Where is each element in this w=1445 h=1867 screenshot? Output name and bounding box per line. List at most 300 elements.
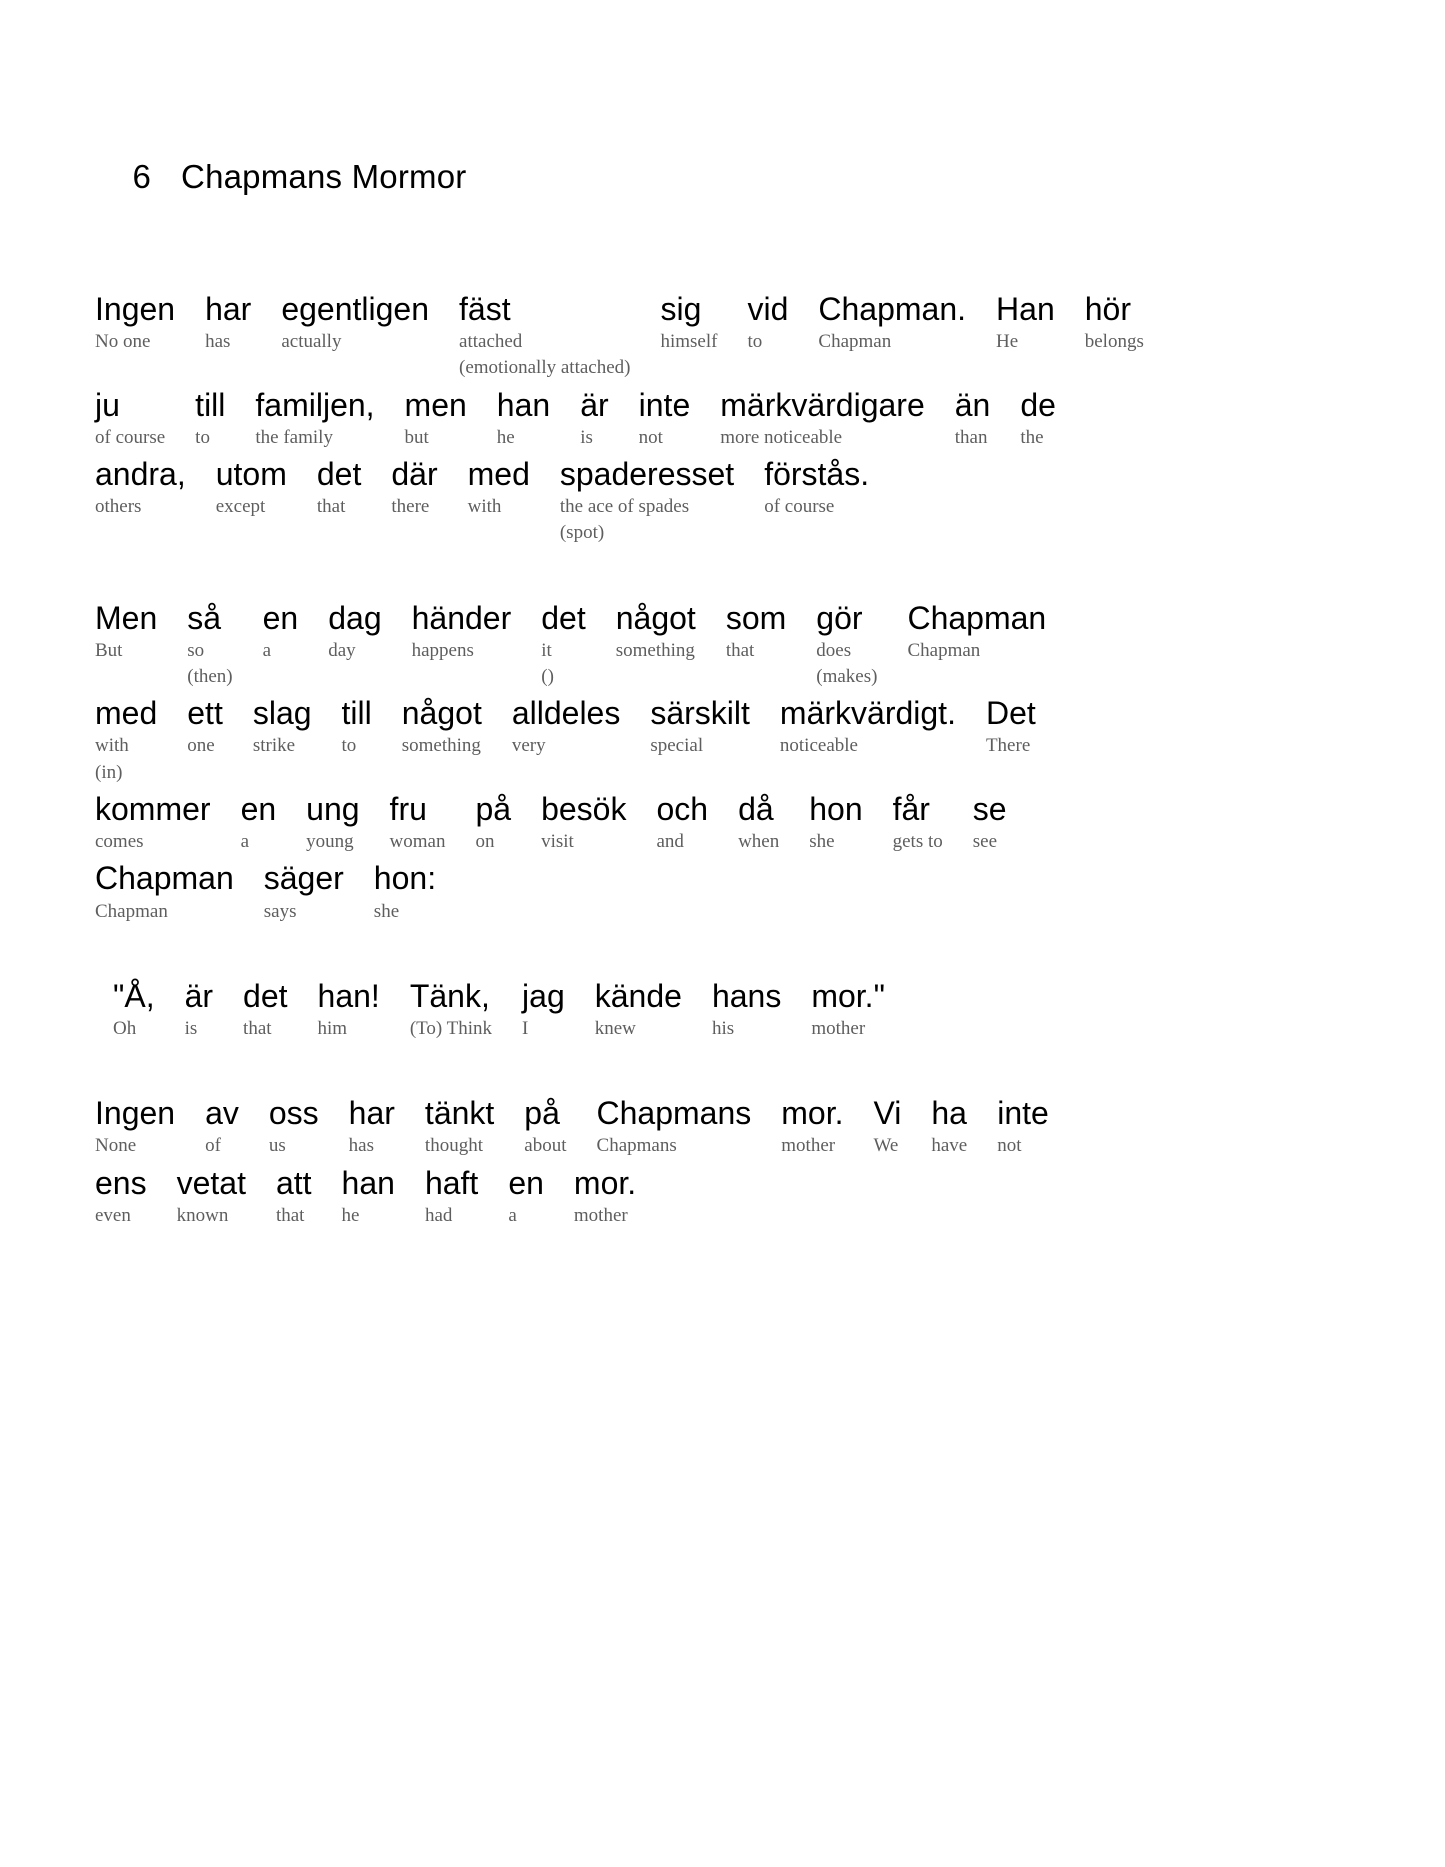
word-block — [241, 792, 277, 855]
gloss-text: Chapman — [95, 900, 168, 922]
source-word: särskilt — [650, 695, 750, 732]
gloss-group — [522, 1016, 528, 1042]
gloss-group — [317, 494, 346, 520]
gloss-group — [508, 1203, 516, 1229]
gloss-group — [816, 638, 877, 690]
gloss-text: it — [541, 639, 552, 661]
gloss-text: known — [176, 1204, 229, 1226]
source-word: ju — [95, 386, 120, 423]
gloss-group — [425, 1133, 483, 1159]
gloss-group — [574, 1203, 628, 1229]
source-word: han! — [317, 977, 380, 1014]
gloss-text: she — [373, 900, 400, 922]
word-block — [95, 792, 211, 855]
gloss-text: attached — [459, 331, 523, 353]
gloss-text: us — [268, 1135, 286, 1157]
gloss-group — [425, 1203, 452, 1229]
gloss-text: is — [184, 1017, 198, 1039]
gloss-group — [893, 829, 943, 855]
gloss-group — [328, 638, 355, 664]
gloss-text: that — [275, 1204, 305, 1226]
source-word: en — [508, 1164, 544, 1201]
word-block — [390, 792, 446, 855]
word-block — [809, 792, 862, 855]
source-word: med — [467, 456, 530, 493]
gloss-text: had — [424, 1204, 453, 1226]
word-block — [973, 792, 1007, 855]
gloss-group — [95, 1203, 131, 1229]
word-block — [468, 457, 530, 520]
source-word: hon — [809, 790, 863, 827]
gloss-group — [412, 638, 474, 664]
gloss-group — [342, 1203, 360, 1229]
word-block — [412, 601, 512, 664]
word-block — [391, 457, 437, 520]
gloss-group — [955, 425, 988, 451]
gloss-text: of course — [95, 426, 166, 448]
source-word: Han — [996, 291, 1055, 327]
source-word: mor. — [573, 1164, 637, 1201]
gloss-group — [187, 733, 214, 759]
gloss-group — [541, 829, 574, 855]
word-block — [95, 696, 157, 786]
source-word: andra, — [95, 456, 186, 493]
gloss-text: None — [95, 1135, 137, 1157]
gloss-text: the family — [255, 426, 333, 448]
gloss-group — [205, 329, 230, 355]
word-block — [95, 457, 186, 520]
gloss-group — [95, 733, 129, 785]
gloss-group — [580, 425, 593, 451]
gloss-group — [195, 425, 210, 451]
word-block — [317, 457, 361, 520]
source-word: haft — [424, 1164, 479, 1201]
gloss-text: the — [1020, 426, 1044, 448]
word-block — [95, 601, 157, 664]
gloss-group — [177, 1203, 229, 1229]
word-block — [738, 792, 779, 855]
source-word: sig — [660, 291, 702, 327]
gloss-text: that — [725, 639, 755, 661]
gloss-text: on — [475, 831, 495, 853]
source-word: mor." — [811, 977, 885, 1014]
gloss-note: (then) — [187, 666, 233, 688]
gloss-group — [874, 1133, 899, 1159]
source-word: Chapman. — [818, 291, 967, 327]
source-word: Chapman — [907, 599, 1047, 636]
gloss-text: day — [328, 639, 356, 661]
source-word: Men — [95, 599, 158, 636]
gloss-text: have — [931, 1135, 968, 1157]
word-block — [425, 1166, 478, 1229]
gloss-line — [95, 388, 1350, 451]
word-block — [595, 979, 682, 1042]
source-word: det — [541, 599, 586, 636]
word-block — [95, 861, 234, 924]
gloss-text: knew — [594, 1017, 636, 1039]
source-word: förstås. — [764, 456, 870, 493]
word-block — [459, 292, 630, 382]
word-block — [907, 601, 1046, 664]
source-word: till — [341, 695, 372, 732]
gloss-group — [95, 638, 122, 664]
source-word: att — [275, 1164, 312, 1201]
source-word: jag — [522, 977, 565, 1014]
gloss-text: not — [997, 1135, 1022, 1157]
word-block — [195, 388, 225, 451]
gloss-text: belongs — [1084, 331, 1144, 353]
gloss-group — [764, 494, 834, 520]
source-word: besök — [541, 790, 627, 827]
gloss-text: but — [404, 426, 429, 448]
word-block — [811, 979, 885, 1042]
word-block — [580, 388, 608, 451]
gloss-text: even — [95, 1204, 131, 1226]
gloss-group — [726, 638, 755, 664]
gloss-group — [639, 425, 663, 451]
word-block — [374, 861, 436, 924]
source-word: gör — [816, 599, 863, 636]
gloss-group — [263, 638, 271, 664]
gloss-text: gets to — [892, 831, 943, 853]
source-word: något — [615, 599, 696, 636]
source-word: fru — [389, 790, 427, 827]
word-block — [597, 1096, 752, 1159]
gloss-group — [660, 329, 717, 355]
word-block — [522, 979, 565, 1042]
source-word: är — [580, 386, 609, 423]
source-word: mor. — [781, 1095, 844, 1132]
source-word: det — [316, 456, 362, 493]
source-word: ung — [306, 790, 360, 827]
gloss-line — [95, 1096, 1350, 1159]
gloss-text: his — [711, 1017, 735, 1039]
gloss-note: (spot) — [559, 522, 605, 544]
source-word: då — [738, 790, 774, 827]
gloss-text: that — [316, 496, 346, 518]
source-word: på — [524, 1095, 560, 1132]
gloss-line — [95, 1166, 1350, 1229]
word-block — [205, 292, 251, 355]
word-block — [349, 1096, 395, 1159]
source-word: ha — [931, 1095, 967, 1132]
word-block — [95, 1096, 175, 1159]
source-word: har — [348, 1095, 395, 1132]
source-word: Ingen — [95, 1095, 176, 1132]
word-block — [216, 457, 287, 520]
source-word: tänkt — [424, 1095, 495, 1132]
word-block — [95, 388, 165, 451]
word-block — [187, 696, 223, 759]
source-word: hör — [1084, 291, 1131, 327]
gloss-line — [95, 792, 1350, 855]
gloss-text: one — [187, 735, 215, 757]
gloss-group — [811, 1016, 865, 1042]
source-word: än — [954, 386, 991, 423]
word-block — [342, 696, 372, 759]
gloss-text: she — [809, 831, 835, 853]
word-block — [263, 601, 299, 664]
word-block — [185, 979, 213, 1042]
word-block — [95, 292, 175, 355]
gloss-group — [391, 494, 429, 520]
source-word: som — [725, 599, 787, 636]
gloss-text: except — [215, 496, 266, 518]
gloss-text: We — [873, 1135, 899, 1157]
gloss-group — [997, 1133, 1021, 1159]
word-block — [276, 1166, 312, 1229]
gloss-group — [95, 829, 144, 855]
word-block — [720, 388, 925, 451]
gloss-text: strike — [252, 735, 296, 757]
source-word: med — [95, 695, 158, 732]
gloss-text: of — [205, 1135, 221, 1157]
source-word: men — [404, 386, 467, 423]
gloss-note: () — [541, 666, 554, 688]
word-block — [781, 1096, 843, 1159]
gloss-text: has — [205, 331, 231, 353]
gloss-text: (To) Think — [409, 1017, 493, 1039]
gloss-text: a — [240, 831, 249, 853]
word-block — [893, 792, 943, 855]
source-word: märkvärdigt. — [779, 695, 956, 732]
gloss-group — [281, 329, 341, 355]
gloss-text: him — [317, 1017, 348, 1039]
gloss-group — [650, 733, 703, 759]
source-word: en — [240, 790, 277, 827]
gloss-text: when — [738, 831, 780, 853]
source-word: Chapmans — [596, 1095, 752, 1132]
word-block — [660, 292, 717, 355]
word-block — [402, 696, 482, 759]
word-block — [95, 1166, 147, 1229]
word-block — [342, 1166, 395, 1229]
gloss-text: comes — [95, 831, 144, 853]
source-word: märkvärdigare — [720, 386, 925, 423]
gloss-text: so — [187, 639, 205, 661]
source-word: de — [1020, 386, 1056, 423]
gloss-group — [402, 733, 481, 759]
word-block — [306, 792, 359, 855]
source-word: "Å, — [113, 977, 155, 1014]
word-block — [780, 696, 956, 759]
source-word: Det — [985, 695, 1036, 732]
gloss-text: to — [341, 735, 357, 757]
gloss-group — [818, 329, 891, 355]
word-block — [818, 292, 966, 355]
gloss-group — [712, 1016, 734, 1042]
gloss-text: about — [524, 1135, 567, 1157]
source-word: vetat — [176, 1164, 246, 1201]
source-word: familjen, — [255, 386, 375, 423]
word-block — [243, 979, 287, 1042]
word-block — [955, 388, 991, 451]
gloss-group — [95, 425, 165, 451]
gloss-group — [459, 329, 630, 381]
word-block — [1085, 292, 1144, 355]
gloss-text: actually — [281, 331, 342, 353]
word-block — [508, 1166, 544, 1229]
word-block — [113, 979, 155, 1042]
gloss-text: the ace of spades — [559, 496, 690, 518]
gloss-text: But — [95, 639, 123, 661]
gloss-text: that — [243, 1017, 272, 1039]
gloss-group — [113, 1016, 136, 1042]
source-word: dag — [328, 599, 382, 636]
gloss-group — [541, 638, 554, 690]
gloss-text: not — [638, 426, 663, 448]
word-block — [764, 457, 869, 520]
paragraph-3 — [95, 979, 1350, 1042]
word-block — [996, 292, 1055, 355]
gloss-text: mother — [781, 1135, 836, 1157]
gloss-text: Chapman — [818, 331, 892, 353]
gloss-text: special — [650, 735, 704, 757]
source-word: där — [391, 456, 438, 493]
source-word: har — [205, 291, 252, 327]
gloss-group — [95, 329, 150, 355]
gloss-line — [95, 457, 1350, 547]
gloss-text: and — [656, 831, 684, 853]
gloss-text: more noticeable — [720, 426, 843, 448]
gloss-text: he — [496, 426, 515, 448]
gloss-text: with — [95, 735, 129, 757]
chapter-title: Chapmans Mormor — [181, 158, 467, 195]
gloss-group — [986, 733, 1030, 759]
gloss-line — [95, 979, 1350, 1042]
source-word: oss — [268, 1095, 319, 1132]
source-word: till — [195, 386, 226, 423]
gloss-group — [374, 899, 399, 925]
source-word: kommer — [95, 790, 211, 827]
source-word: egentligen — [281, 291, 430, 327]
source-word: är — [184, 977, 214, 1014]
page-title — [95, 120, 1350, 234]
gloss-group — [95, 1133, 136, 1159]
source-word: det — [243, 977, 288, 1014]
gloss-text: There — [985, 735, 1031, 757]
gloss-group — [512, 733, 546, 759]
gloss-text: happens — [411, 639, 474, 661]
gloss-group — [255, 425, 333, 451]
interlinear-body — [95, 292, 1350, 1229]
gloss-group — [809, 829, 834, 855]
source-word: fäst — [459, 291, 511, 327]
gloss-group — [306, 829, 354, 855]
gloss-text: a — [262, 639, 272, 661]
gloss-group — [253, 733, 295, 759]
word-block — [712, 979, 781, 1042]
word-block — [524, 1096, 566, 1159]
word-block — [541, 792, 626, 855]
word-block — [616, 601, 696, 664]
paragraph-1 — [95, 292, 1350, 547]
gloss-text: than — [954, 426, 988, 448]
word-block — [650, 696, 750, 759]
gloss-group — [185, 1016, 198, 1042]
gloss-line — [95, 696, 1350, 786]
gloss-group — [241, 829, 249, 855]
word-block — [255, 388, 374, 451]
source-word: hans — [711, 977, 782, 1014]
gloss-group — [996, 329, 1018, 355]
gloss-group — [1085, 329, 1144, 355]
gloss-text: says — [263, 900, 297, 922]
source-word: se — [972, 790, 1007, 827]
word-block — [512, 696, 621, 759]
gloss-group — [780, 733, 858, 759]
gloss-group — [475, 829, 494, 855]
gloss-group — [95, 494, 141, 520]
word-block — [405, 388, 467, 451]
gloss-group — [468, 494, 502, 520]
gloss-group — [205, 1133, 221, 1159]
source-word: får — [892, 790, 930, 827]
gloss-group — [931, 1133, 967, 1159]
word-block — [328, 601, 381, 664]
word-block — [281, 292, 429, 355]
word-block — [541, 601, 585, 691]
source-word: Chapman — [95, 860, 234, 897]
gloss-group — [264, 899, 297, 925]
gloss-text: others — [95, 496, 142, 518]
gloss-group — [276, 1203, 305, 1229]
gloss-text: to — [747, 331, 763, 353]
gloss-group — [973, 829, 997, 855]
gloss-text: something — [615, 639, 695, 661]
source-word: inte — [997, 1095, 1049, 1132]
word-block — [253, 696, 312, 759]
source-word: inte — [638, 386, 691, 423]
gloss-text: something — [401, 735, 481, 757]
gloss-group — [243, 1016, 272, 1042]
word-block — [205, 1096, 239, 1159]
word-block — [574, 1166, 636, 1229]
gloss-text: Chapmans — [596, 1135, 677, 1157]
paragraph-4 — [95, 1096, 1350, 1229]
word-block — [656, 792, 708, 855]
source-word: Tänk, — [409, 977, 490, 1014]
gloss-text: Oh — [113, 1017, 137, 1039]
word-block — [874, 1096, 902, 1159]
word-block — [726, 601, 786, 664]
source-word: av — [205, 1095, 239, 1132]
gloss-note: (emotionally attached) — [459, 357, 631, 379]
source-word: alldeles — [511, 695, 621, 732]
source-word: han — [496, 386, 551, 423]
gloss-text: with — [467, 496, 502, 518]
gloss-text: mother — [811, 1017, 866, 1039]
gloss-group — [349, 1133, 374, 1159]
gloss-text: a — [508, 1204, 517, 1226]
word-block — [931, 1096, 967, 1159]
source-word: Vi — [873, 1095, 902, 1132]
source-word: och — [656, 790, 709, 827]
gloss-text: young — [306, 831, 354, 853]
word-block — [639, 388, 691, 451]
gloss-text: very — [511, 735, 546, 757]
gloss-group — [342, 733, 357, 759]
gloss-note: (in) — [95, 761, 123, 783]
source-word: något — [401, 695, 482, 732]
source-word: på — [475, 790, 512, 827]
source-word: hon: — [373, 860, 437, 897]
gloss-text: himself — [660, 331, 718, 353]
source-word: spaderesset — [559, 456, 735, 493]
source-word: ett — [187, 695, 223, 732]
gloss-text: I — [522, 1017, 529, 1039]
gloss-text: thought — [424, 1135, 483, 1157]
